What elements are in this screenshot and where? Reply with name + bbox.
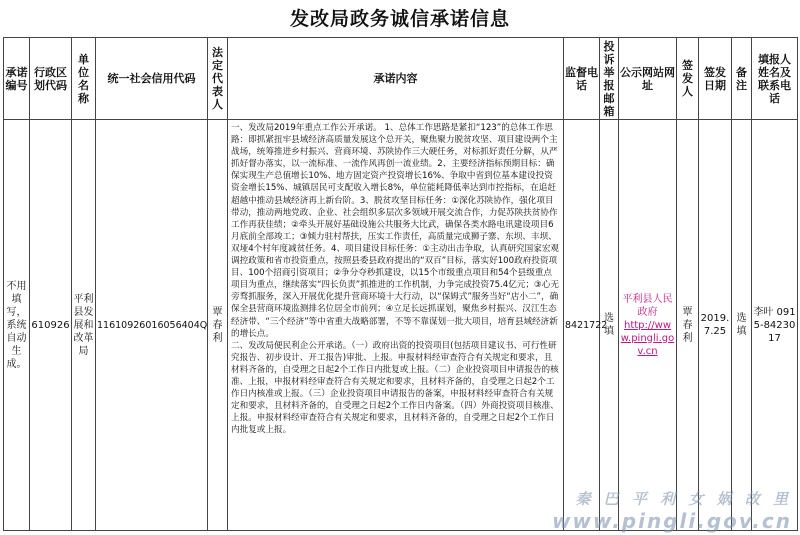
website-link-wrap: [620, 319, 675, 358]
header-region-code: 行政区划代码: [30, 38, 72, 120]
watermark-url: www.pingli.gov.cn: [552, 509, 792, 533]
cell-issuer: 覃春利: [677, 120, 699, 531]
table-row: [4, 120, 798, 531]
cell-issue-date: 2019.7.25: [699, 120, 732, 531]
header-issue-date: 签发日期: [699, 38, 732, 120]
cell-filler: 李叶 0915-8423017: [752, 120, 798, 531]
page-title: 发改局政务诚信承诺信息: [289, 8, 510, 30]
cell-legal-rep: 覃春利: [208, 120, 228, 531]
promise-table: [3, 37, 798, 531]
cell-unit-name: 平利县发展和改革局: [72, 120, 96, 531]
cell-remark: 选填: [732, 120, 752, 531]
cell-phone: 8421722: [564, 120, 600, 531]
website-name: 平利县人民政府: [622, 293, 673, 318]
watermark-slogan: 秦 巴 平 利 女 娲 故 里: [575, 490, 792, 508]
cell-website: [619, 120, 677, 531]
header-legal-rep: 法定代表人: [208, 38, 228, 120]
cell-id: 不用填写，系统自动生成。: [4, 120, 30, 531]
header-row: [4, 38, 798, 120]
website-link[interactable]: http://www.pingli.gov.cn: [620, 319, 675, 357]
header-email: 投诉举报邮箱: [600, 38, 619, 120]
cell-credit-code: 11610926016056404Q: [96, 120, 208, 531]
cell-email: 选填: [600, 120, 619, 531]
header-filler: 填报人姓名及联系电话: [752, 38, 798, 120]
header-remark: 备注: [732, 38, 752, 120]
cell-region-code: 610926: [30, 120, 72, 531]
watermark: [552, 488, 792, 533]
header-website: 公示网站网址: [619, 38, 677, 120]
header-content: 承诺内容: [228, 38, 564, 120]
header-issuer: 签发人: [677, 38, 699, 120]
cell-content: 一、发改局2019年重点工作公开承诺。 1、总体工作思路是紧扣“123”的总体工作思路：即抓紧扭牢县域经济高质量发展这个总开关，聚焦聚力脱贫攻坚、项目建设两个主战场，统筹推进乡村振兴、营商环境、苏陕协作三大硬任务，对标抓好责任分解，从严抓好督办落实，以一流标准、一流作风再创一流业绩。2、主要经济指标预期目标：确保实现生产总值增长10%、地方固定资产投资增长16%、争取中省到位基本建设投资资金增长15%、城镇居民可支配收入增长8%，单位能耗降低率达到市控指标，在追赶超越中推动县域经济再上新台阶。3、脱贫攻坚目标任务：①深化苏陕协作，强化项目带动，推动两地党政、企业、社会组织多层次多领域开展交流合作，力促苏陕扶贫协作工作再获佳绩；②牵头开展好基础设施公共服务大比武，确保各类水路电讯建设项目6月底前全部竣工；③倾力驻村帮扶，压实工作责任，高质量完成狮子寨、东坝、丰坝、双垭4个村年度减贫任务。4、项目建设目标任务：①主动出击争取，认真研究国家宏观调控政策和省市投资重点，按照县委县政府提出的“双百”目标，落实好100政府投资项目、100个招商引资项目；②争分夺秒抓建设，以15个市级重点项目和54个县级重点项目为重点，继续落实“四长负责”抓推进的工作机制，力争完成投资75.4亿元；③心无旁骛抓服务，深入开展优化提升营商环境十大行动，以“保姆式”服务当好“店小二”，确保全县营商环境监测排名位居全市前列；④立足长远抓谋划，聚焦乡村振兴、汉江生态经济带、“三个经济”等中省重大战略部署，不等不靠谋划一批大项目，培育县域经济新的增长点。 二、发改局便民利企公开承诺。（一）政府出资的投资项目(包括项目建议书、可行性研究报告、初步设计、开工报告)审批、上报。申报材料经审查符合有关规定和要求，且材料齐备的，自受理之日起2个工作日内批复或上报。（二）企业投资项目申请报告的核准、上报，申报材料经审查符合有关规定和要求，且材料齐备的，自受理之日起2个工作日内核准或上报。（三）企业投资项目申请报告的备案，申报材料经审查符合有关规定和要求，且材料齐备的，自受理之日起2个工作日内备案。（四）外商投资项目核准、上报。申报材料经审查符合有关规定和要求，且材料齐备的，自受理之日起2个工作日内批复或上报。: [228, 120, 564, 531]
header-credit-code: 统一社会信用代码: [96, 38, 208, 120]
header-id: 承诺编号: [4, 38, 30, 120]
header-unit-name: 单位名称: [72, 38, 96, 120]
header-phone: 监督电话: [564, 38, 600, 120]
